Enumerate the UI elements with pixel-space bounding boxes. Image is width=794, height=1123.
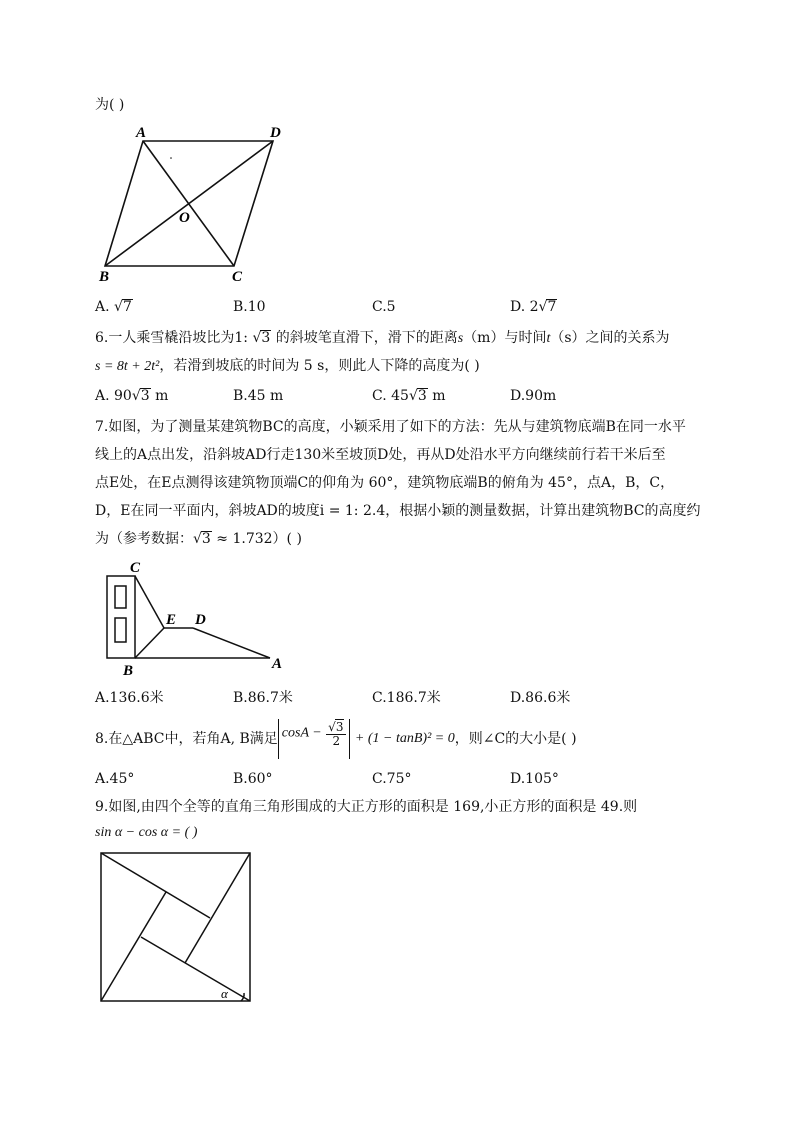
q8-option-b: B.60° <box>233 771 273 787</box>
q6-line-2: s = 8t + 2t²，若滑到坡底的时间为 5 s，则此人下降的高度为( ) <box>95 358 480 374</box>
q9-triangle-edge-2 <box>185 853 250 963</box>
q8-option-c: C.75° <box>372 771 412 787</box>
q5-diagonal-ac <box>143 141 234 266</box>
q7-option-b: B.86.7米 <box>233 690 293 706</box>
q5-diagonal-bd <box>105 141 273 266</box>
q5-label-d: D <box>270 125 281 141</box>
q9-outer-square <box>101 853 250 1001</box>
q7-label-a: A <box>272 656 283 672</box>
q8-option-a: A.45° <box>95 771 135 787</box>
q6-line-1: 6.一人乘雪橇沿坡比为1: √3 的斜坡笔直滑下，滑下的距离s（m）与时间t（s）之间的关系为 <box>95 330 670 346</box>
q7-line-2: 线上的A点出发，沿斜坡AD行走130米至坡顶D处，再从D处沿水平方向继续前行若干米后至 <box>95 447 666 463</box>
q5-label-a: A <box>136 125 147 141</box>
q6-option-a: A. 90√3 m <box>95 388 169 404</box>
q7-line-3: 点E处，在E点测得该建筑物顶端C的仰角为 60°，建筑物底端B的俯角为 45°，点A，B，C， <box>95 475 675 491</box>
q9-label-alpha: α <box>221 986 228 1001</box>
q7-line-1: 7.如图，为了测量某建筑物BC的高度，小颖采用了如下的方法：先从与建筑物底端B在同一水平 <box>95 419 686 435</box>
q5-option-d: D. 2√7 <box>510 299 557 315</box>
q5-option-a: A. √7 <box>95 299 132 315</box>
q7-label-b: B <box>123 663 134 679</box>
q7-window-upper <box>115 586 126 608</box>
q5-label-c: C <box>232 269 243 285</box>
q6-option-d: D.90m <box>510 388 557 404</box>
q7-label-d: D <box>195 612 206 628</box>
q7-sightline-eb <box>135 628 164 658</box>
q9-triangle-edge-1 <box>101 853 210 918</box>
q8-absolute-value: cosA − $\frac{√3}{2}$ <box>278 719 351 759</box>
q5-label-o: O <box>179 210 190 226</box>
q7-option-a: A.136.6米 <box>95 690 164 706</box>
q8-line: 8.在△ABC中，若角A, B满足 cosA − $\frac{√3}{2}$ + (1 − tanB)² = 0，则∠C的大小是( ) <box>95 718 577 760</box>
q9-triangle-edge-4 <box>101 892 166 1001</box>
q5-option-c: C.5 <box>372 299 396 315</box>
q7-label-e: E <box>166 612 177 628</box>
q9-angle-arc <box>241 993 244 1001</box>
q6-option-b: B.45 m <box>233 388 284 404</box>
q7-slope-da <box>193 628 270 658</box>
q5-parallelogram-outline <box>105 141 273 266</box>
q5-option-b: B.10 <box>233 299 266 315</box>
q9-line-2: sin α − cos α = ( ) <box>95 825 198 840</box>
q7-option-c: C.186.7米 <box>372 690 441 706</box>
q7-sightline-ec <box>135 576 164 628</box>
q7-line-5: 为（参考数据：√3 ≈ 1.732）( ) <box>95 531 302 547</box>
q7-option-d: D.86.6米 <box>510 690 571 706</box>
q6-option-c: C. 45√3 m <box>372 388 446 404</box>
q9-triangle-edge-3 <box>141 937 250 1001</box>
q7-window-lower <box>115 618 126 642</box>
q7-label-c: C <box>130 560 141 576</box>
q5-stem-tail: 为( ) <box>95 97 125 113</box>
q9-line-1: 9.如图,由四个全等的直角三角形围成的大正方形的面积是 169,小正方形的面积是 49.则 <box>95 799 638 815</box>
q8-option-d: D.105° <box>510 771 559 787</box>
q5-label-b: B <box>99 269 110 285</box>
q7-building <box>107 576 135 658</box>
q7-line-4: D，E在同一平面内，斜坡AD的坡度i = 1: 2.4，根据小颖的测量数据，计算出建筑物BC的高度约 <box>95 503 701 519</box>
